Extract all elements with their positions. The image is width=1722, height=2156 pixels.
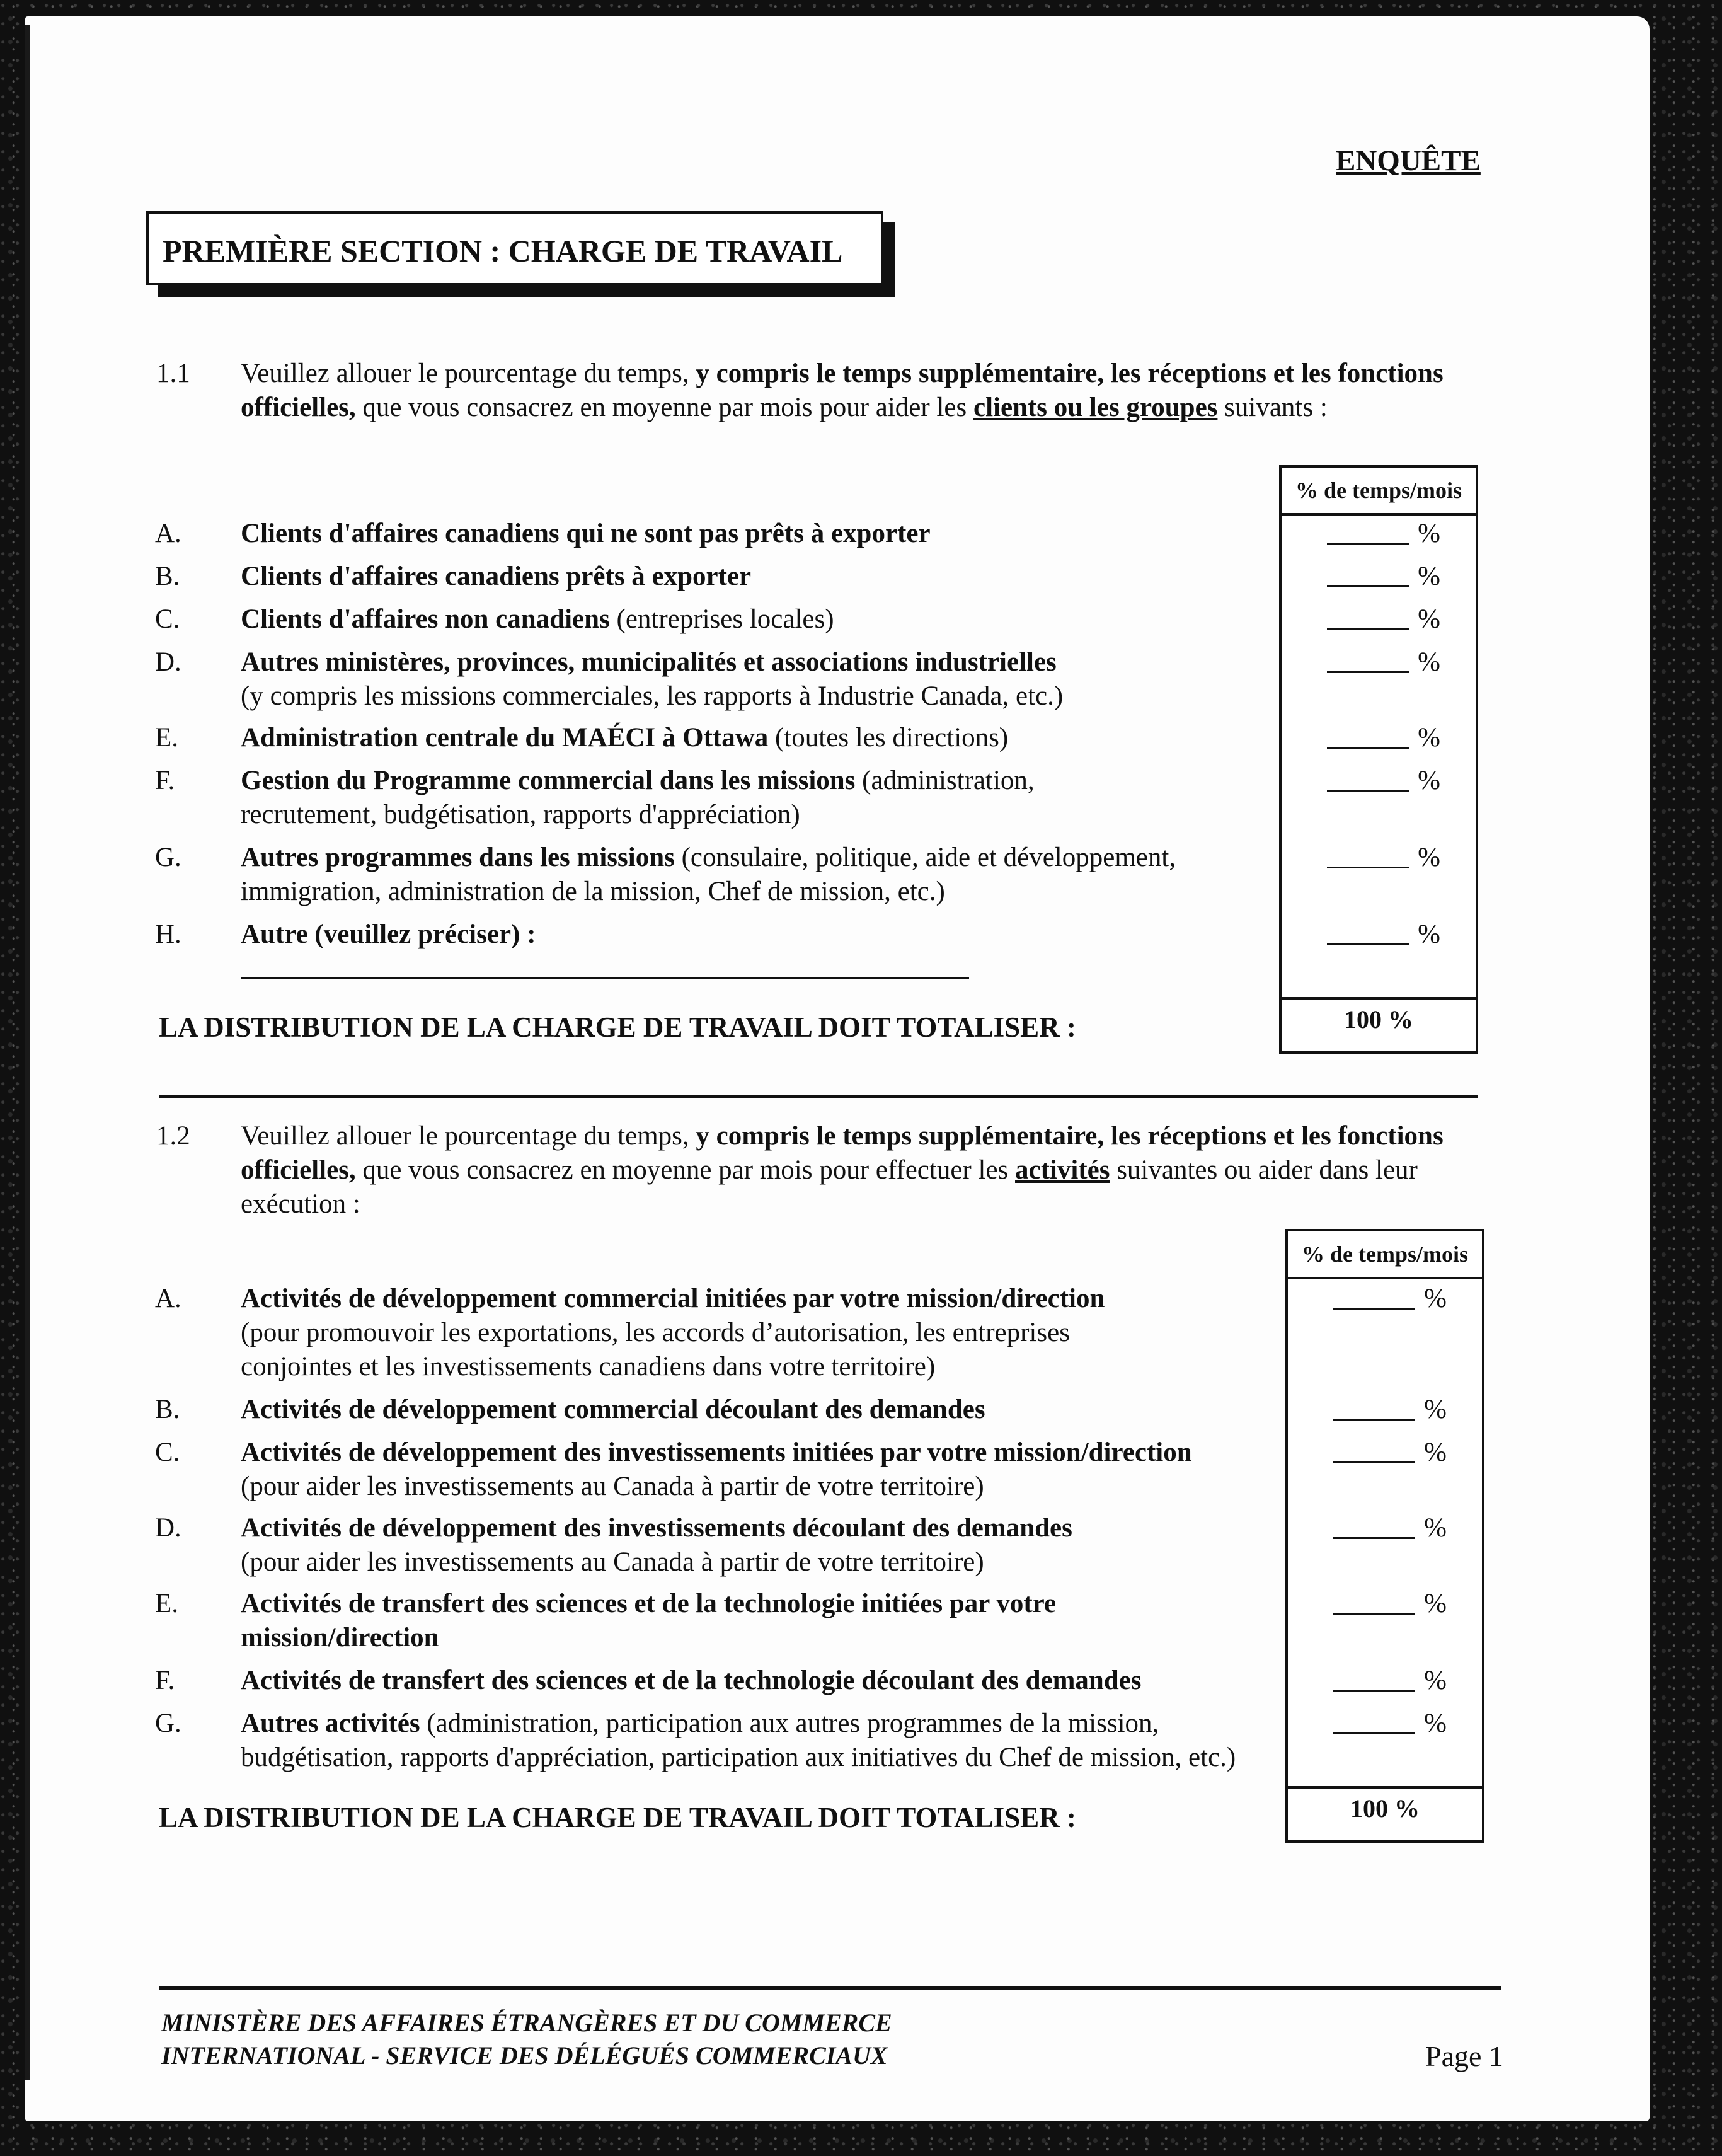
item-letter: F. [155,766,175,795]
item-letter: C. [155,604,180,634]
question-number: 1.1 [156,359,190,388]
list-item: Autres ministères, provinces, municipalités et associations industrielles (y compris les missions commerciales, les rapports à Industrie Canada, etc.) [241,647,1064,711]
question-text: Veuillez allouer le pourcentage du temps, y compris le temps supplémentaire, les réceptions et les fonctions officielles, que vous consacrez en moyenne par mois pour aider les clients ou les groupes suivants : [241,359,1444,422]
item-letter: B. [155,562,180,591]
percent-column [1279,465,1478,1054]
item-letter: F. [155,1666,175,1695]
percent-input[interactable]: % [1302,518,1440,549]
list-item: Autre (veuillez préciser) : [241,919,536,949]
item-letter: D. [155,1513,181,1543]
question-number: 1.2 [156,1121,190,1151]
total-value: 100 % [1282,997,1476,1051]
percent-input[interactable]: % [1308,1394,1447,1425]
list-item: Activités de transfert des sciences et de la technologie découlant des demandes [241,1666,1142,1695]
item-letter: C. [155,1438,180,1467]
column-header: % de temps/mois [1288,1231,1482,1279]
question-text: Veuillez allouer le pourcentage du temps, y compris le temps supplémentaire, les réceptions et les fonctions officielles, que vous consacrez en moyenne par mois pour effectuer les activités suivantes ou aider dans leur exécution : [241,1121,1444,1219]
item-letter: A. [155,1284,181,1313]
list-item: Activités de développement des investissements découlant des demandes (pour aider les investissements au Canada à partir de votre territoire) [241,1513,1072,1577]
percent-input[interactable]: % [1308,1283,1447,1314]
list-item: Autres programmes dans les missions (consulaire, politique, aide et développement, immigration, administration de la mission, Chef de mission, etc.) [241,843,1176,906]
list-item: Autres activités (administration, participation aux autres programmes de la mission, budgétisation, rapports d'appréciation, participation aux initiatives du Chef de mission, etc.) [241,1709,1236,1772]
total-value: 100 % [1288,1786,1482,1840]
item-letter: H. [155,919,181,949]
percent-input[interactable]: % [1302,919,1440,950]
list-item: Activités de développement des investissements initiées par votre mission/direction (pour aider les investissements au Canada à partir de votre territoire) [241,1438,1192,1501]
percent-input[interactable]: % [1302,722,1440,753]
percent-input[interactable]: % [1308,1665,1447,1696]
item-letter: A. [155,519,181,548]
item-letter: D. [155,647,181,677]
total-label: LA DISTRIBUTION DE LA CHARGE DE TRAVAIL DOIT TOTALISER : [159,1802,1076,1833]
list-item: Activités de développement commercial découlant des demandes [241,1395,985,1424]
footer-organization: MINISTÈRE DES AFFAIRES ÉTRANGÈRES ET DU COMMERCE INTERNATIONAL - SERVICE DES DÉLÉGUÉS COMMERCIAUX [161,2009,892,2070]
list-item: Activités de développement commercial initiées par votre mission/direction (pour promouvoir les exportations, les accords d’autorisation, les entreprises conjointes et les investissements canadiens dans votre territoire) [241,1284,1105,1381]
total-label: LA DISTRIBUTION DE LA CHARGE DE TRAVAIL DOIT TOTALISER : [159,1012,1076,1043]
column-header: % de temps/mois [1282,468,1476,516]
percent-input[interactable]: % [1308,1437,1447,1468]
percent-input[interactable]: % [1302,842,1440,873]
footer-divider [159,1986,1501,1990]
item-letter: E. [155,723,179,752]
percent-input[interactable]: % [1302,765,1440,796]
list-item: Clients d'affaires non canadiens (entreprises locales) [241,604,834,634]
item-letter: G. [155,1709,181,1738]
list-item: Gestion du Programme commercial dans les missions (administration, recrutement, budgétisation, rapports d'appréciation) [241,766,1035,829]
divider [159,1095,1478,1098]
item-letter: G. [155,843,181,872]
percent-input[interactable]: % [1308,1588,1447,1619]
list-item: Clients d'affaires canadiens prêts à exporter [241,562,752,591]
section-title: PREMIÈRE SECTION : CHARGE DE TRAVAIL [163,233,843,268]
list-item: Administration centrale du MAÉCI à Ottawa (toutes les directions) [241,723,1009,752]
other-specify-line[interactable] [241,977,969,979]
percent-input[interactable]: % [1302,647,1440,677]
list-item: Activités de transfert des sciences et de la technologie initiées par votre mission/direction [241,1589,1057,1652]
percent-input[interactable]: % [1308,1708,1447,1739]
item-letter: B. [155,1395,180,1424]
percent-input[interactable]: % [1302,604,1440,635]
scan-edge [25,25,30,2080]
list-item: Clients d'affaires canadiens qui ne sont pas prêts à exporter [241,519,931,548]
page-number: Page 1 [1425,2040,1503,2072]
percent-input[interactable]: % [1308,1513,1447,1543]
section-heading-box [146,211,883,285]
document-title: ENQUÊTE [1336,144,1481,177]
percent-input[interactable]: % [1302,561,1440,592]
item-letter: E. [155,1589,179,1618]
